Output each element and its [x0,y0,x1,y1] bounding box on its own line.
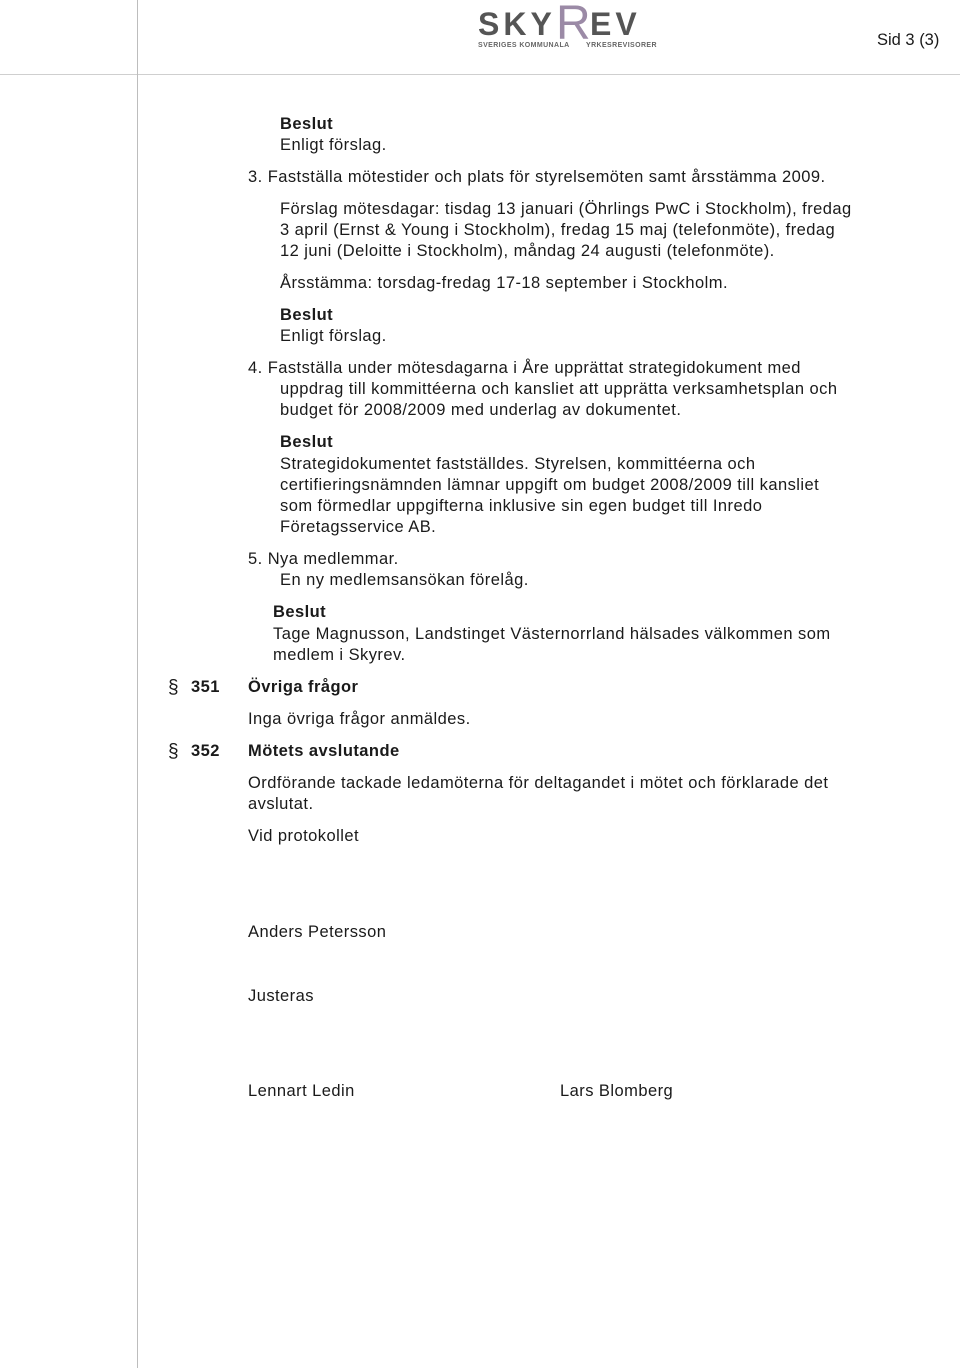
agenda-item-3-annual-meeting: Årsstämma: torsdag-fredag 17-18 september i Stockholm. [280,274,728,292]
agenda-item-4-title: uppdrag till kommittéerna och kansliet att upprätta verksamhetsplan och [280,380,838,398]
logo-subtitle-right: YRKESREVISORER [586,42,657,49]
agenda-item-5-text: En ny medlemsansökan förelåg. [280,571,529,589]
agenda-item-4-title: 4. Fastställa under mötesdagarna i Åre upprättat strategidokument med [248,359,801,377]
section-sign-icon: § [168,741,180,762]
agenda-item-3-text: 3 april (Ernst & Young i Stockholm), fredag 15 maj (telefonmöte), fredag [280,221,836,239]
decision-text: Enligt förslag. [280,136,387,154]
agenda-item-4-title: budget för 2008/2009 med underlag av dokumentet. [280,401,682,419]
section-body: avslutat. [248,795,314,813]
signer-name: Lennart Ledin [248,1082,355,1100]
header-divider [0,74,960,75]
decision-text: Enligt förslag. [280,327,387,345]
skyrev-logo [470,0,657,52]
decision-text: Strategidokumentet fastställdes. Styrelsen, kommittéerna och [280,455,756,473]
logo-text-left: SKY [478,6,556,42]
decision-text: certifieringsnämnden lämnar uppgift om budget 2008/2009 till kansliet [280,476,820,494]
section-body: Inga övriga frågor anmäldes. [248,710,471,728]
agenda-item-3-text: 12 juni (Deloitte i Stockholm), måndag 24 augusti (telefonmöte). [280,242,775,260]
section-heading: Mötets avslutande [248,742,400,760]
section-number: 351 [191,678,220,696]
beslut-heading: Beslut [280,433,334,451]
page-number: Sid 3 (3) [877,31,940,49]
decision-text: medlem i Skyrev. [273,646,406,664]
agenda-item-3-text: Förslag mötesdagar: tisdag 13 januari (Öhrlings PwC i Stockholm), fredag [280,200,852,218]
decision-text: Tage Magnusson, Landstinget Västernorrland hälsades välkommen som [273,625,831,643]
margin-rule [137,0,138,1368]
logo-text-right: EV [590,6,641,42]
justeras-label: Justeras [248,987,314,1005]
beslut-heading: Beslut [280,115,334,133]
decision-text: Företagsservice AB. [280,518,437,536]
decision-text: som förmedlar uppgifterna inklusive sin egen budget till Inredo [280,497,763,515]
vid-protokollet: Vid protokollet [248,827,360,845]
section-sign-icon: § [168,677,180,698]
logo-subtitle-left: SVERIGES KOMMUNALA [478,42,570,49]
section-heading: Övriga frågor [248,678,359,696]
beslut-heading: Beslut [273,603,327,621]
logo-text-mid: R [556,0,591,50]
beslut-heading: Beslut [280,306,334,324]
agenda-item-5-title: 5. Nya medlemmar. [248,550,399,568]
agenda-item-3-title: 3. Fastställa mötestider och plats för styrelsemöten samt årsstämma 2009. [248,168,826,186]
signer-name: Lars Blomberg [560,1082,674,1100]
section-number: 352 [191,742,220,760]
secretary-name: Anders Petersson [248,923,387,941]
section-body: Ordförande tackade ledamöterna för deltagandet i mötet och förklarade det [248,774,829,792]
